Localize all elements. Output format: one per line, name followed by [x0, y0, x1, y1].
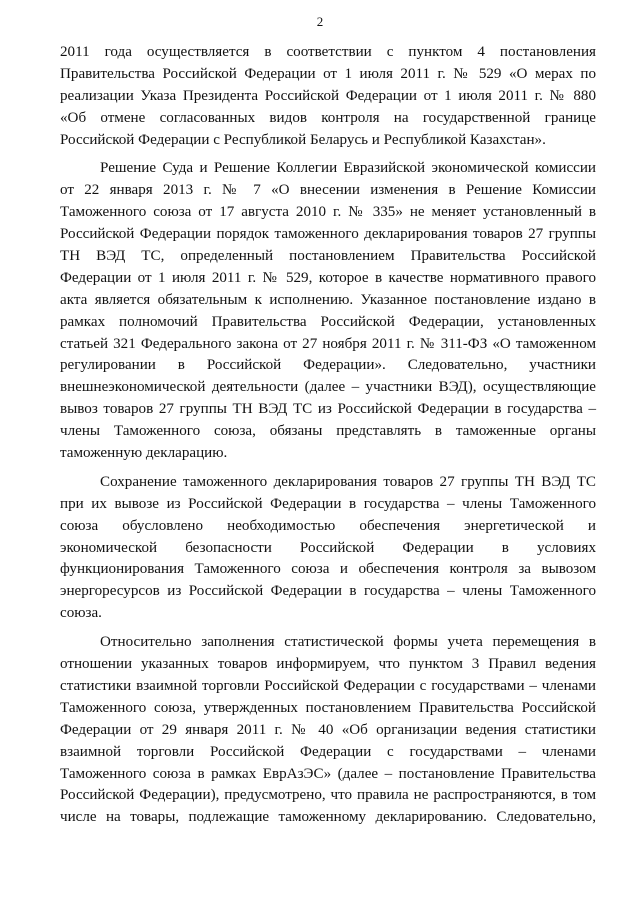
text-line: 2011 года осуществляется в соответствии с пунктом 4 постановления [60, 44, 596, 60]
text-line: числе на товары, подлежащие таможенному декларированию. Следовательно, [60, 809, 596, 826]
text-line: ТН ВЭД ТС, определенный постановлением Правительства Российской [60, 248, 596, 265]
text-line: союза. [60, 605, 102, 622]
text-line: Федерации от 1 июля 2011 г. № 529, которое в качестве нормативного правого [60, 269, 596, 286]
text-line: внешнеэкономической деятельности (далее – участники ВЭД), осуществляющие [60, 379, 596, 396]
text-line: члены Таможенного союза, обязаны представлять в таможенные органы [60, 423, 596, 440]
text-line: Сохранение таможенного декларирования товаров 27 группы ТН ВЭД ТС [100, 473, 596, 490]
text-line: при их вывозе из Российской Федерации в государства – члены Таможенного [60, 495, 596, 512]
text-line: Таможенного союза от 17 августа 2010 г. № 335» не меняет установленный в [60, 204, 596, 221]
text-line: таможенную декларацию. [60, 445, 228, 462]
paragraph-3 [60, 472, 596, 625]
text-line: экономической безопасности Российской Федерации в условиях [60, 539, 596, 556]
text-line: «Об отмене согласованных видов контроля на государственной границе [60, 109, 596, 126]
text-line: акта является обязательным к исполнению. Указанное постановление издано в [60, 291, 596, 308]
document-body [60, 42, 596, 829]
paragraph-2 [60, 158, 596, 464]
text-line: статистики взаимной торговли Российской Федерации с государствами – членами [60, 677, 596, 694]
text-line: рамках полномочий Правительства Российской Федерации, установленных [60, 313, 596, 330]
text-line: регулировании в Российской Федерации». Следовательно, участники [60, 357, 596, 374]
text-line: Правительства Российской Федерации от 1 июля 2011 г. № 529 «О мерах по [60, 65, 596, 82]
text-line: Российской Федерации порядок таможенного декларирования товаров 27 группы [60, 226, 596, 243]
text-line: Российской Федерации), предусмотрено, что правила не распространяются, в том [60, 787, 596, 804]
text-line: статьей 321 Федерального закона от 27 ноября 2011 г. № 311-ФЗ «О таможенном [60, 335, 596, 352]
text-line: отношении указанных товаров информируем, что пунктом 3 Правил ведения [60, 656, 596, 673]
text-line: Российской Федерации с Республикой Беларусь и Республикой Казахстан». [60, 131, 546, 148]
text-line: от 22 января 2013 г. № 7 «О внесении изменения в Решение Комиссии [60, 182, 596, 199]
text-line: Таможенного союза, утвержденных постановлением Правительства Российской [60, 699, 596, 716]
text-line: функционирования Таможенного союза и обеспечения контроля за вывозом [60, 561, 596, 578]
text-line: вывоз товаров 27 группы ТН ВЭД ТС из Российской Федерации в государства – [60, 401, 596, 418]
text-line: Относительно заполнения статистической формы учета перемещения в [100, 634, 596, 651]
paragraph-4 [60, 632, 596, 829]
text-line: реализации Указа Президента Российской Федерации от 1 июля 2011 г. № 880 [60, 87, 596, 104]
paragraph-1 [60, 42, 596, 151]
text-line: Решение Суда и Решение Коллегии Евразийской экономической комиссии [100, 160, 596, 177]
text-line: союза обусловлено необходимостью обеспечения энергетической и [60, 517, 596, 534]
text-line: Федерации от 29 января 2011 г. № 40 «Об организации ведения статистики [60, 721, 596, 738]
text-line: Таможенного союза в рамках ЕврАзЭС» (далее – постановление Правительства [60, 765, 596, 782]
text-line: взаимной торговли Российской Федерации с государствами – членами [60, 743, 596, 760]
text-line: энергоресурсов из Российской Федерации в государства – члены Таможенного [60, 583, 596, 600]
page-number: 2 [316, 14, 324, 29]
